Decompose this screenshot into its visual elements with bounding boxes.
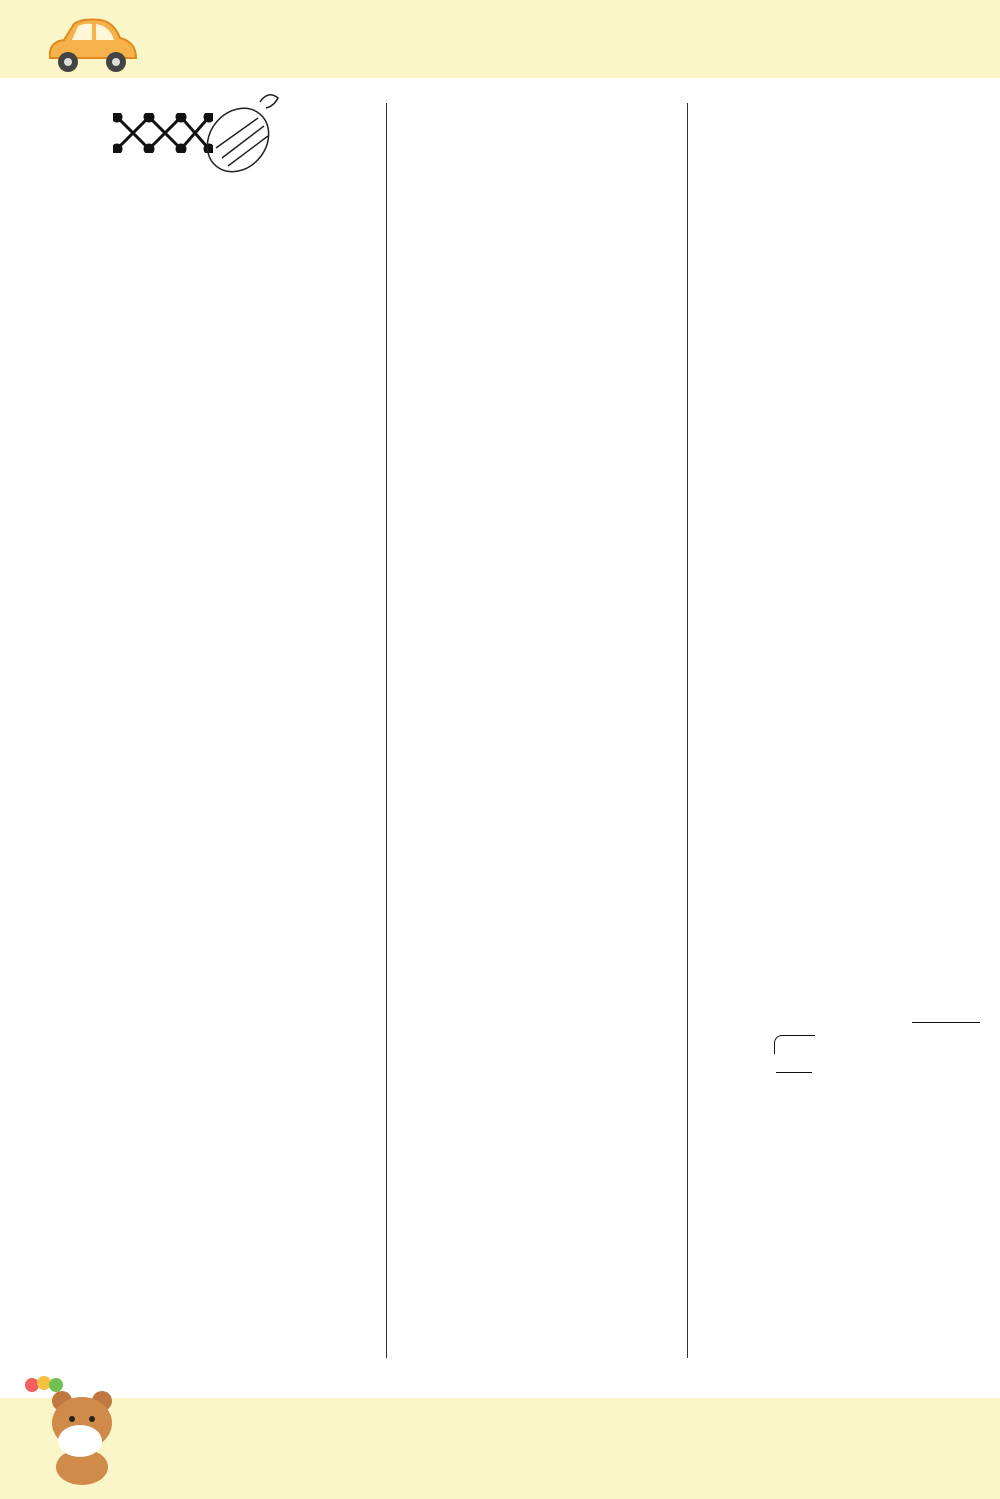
answer-column-2 — [397, 103, 682, 516]
answer-row — [96, 1121, 381, 1153]
page-heading — [397, 326, 682, 358]
section-title — [96, 930, 381, 962]
section-title — [96, 1279, 381, 1311]
answer-row — [96, 389, 381, 421]
answer-row — [96, 644, 381, 676]
answer-row — [96, 993, 381, 1025]
answer-row — [96, 1184, 381, 1216]
car-icon — [42, 14, 142, 78]
section-title — [96, 230, 381, 262]
page-heading — [96, 548, 381, 580]
answer-row — [96, 1057, 381, 1089]
answer-row — [96, 834, 381, 866]
answer-row — [96, 485, 381, 517]
answer-row — [96, 962, 381, 994]
answer-row — [96, 1089, 381, 1121]
answer-row — [397, 103, 682, 135]
answer-row — [96, 1216, 381, 1248]
section-title — [96, 1152, 381, 1184]
section-title — [397, 262, 682, 294]
section-title — [698, 167, 988, 199]
column-divider — [386, 103, 387, 1358]
answer-row — [96, 357, 381, 389]
answer-row — [397, 198, 682, 230]
section-title — [96, 803, 381, 835]
answer-row — [96, 326, 381, 358]
answer-row — [96, 421, 381, 453]
answer-row — [397, 294, 682, 326]
answer-row — [397, 135, 682, 167]
answer-row — [96, 612, 381, 644]
page-heading — [397, 453, 682, 485]
bunny-sketch-icon — [198, 88, 288, 178]
page-heading — [96, 1248, 381, 1280]
section-title — [698, 103, 988, 135]
page-heading — [96, 898, 381, 930]
answer-row — [397, 230, 682, 262]
column-divider — [687, 103, 688, 1358]
answer-row — [96, 1311, 381, 1343]
addition-result — [912, 1022, 980, 1023]
answer-row — [96, 262, 381, 294]
answer-row — [96, 675, 381, 707]
answer-row — [96, 516, 381, 548]
answer-row — [96, 739, 381, 771]
section-title — [397, 389, 682, 421]
page-heading — [698, 135, 988, 167]
q4-row — [698, 294, 988, 376]
section-title — [397, 485, 682, 517]
page-heading — [698, 230, 988, 262]
answer-column-1 — [96, 103, 381, 1343]
answer-row — [96, 866, 381, 898]
page-heading — [96, 198, 381, 230]
section-title — [698, 198, 988, 230]
header-bar — [0, 0, 1000, 78]
section-title — [397, 421, 682, 453]
answer-row — [96, 771, 381, 803]
page-heading — [397, 357, 682, 389]
watermark-logo — [815, 1405, 995, 1495]
answer-row — [96, 294, 381, 326]
vertical-addition-figure — [912, 1022, 980, 1023]
section-title — [96, 580, 381, 612]
answer-column-3 — [698, 103, 988, 376]
answer-row — [96, 1025, 381, 1057]
section-title — [96, 453, 381, 485]
answer-row — [96, 707, 381, 739]
bear-icon — [20, 1375, 120, 1485]
answer-row — [397, 167, 682, 199]
long-division-figure — [760, 1018, 820, 1090]
answer-row — [698, 262, 988, 294]
